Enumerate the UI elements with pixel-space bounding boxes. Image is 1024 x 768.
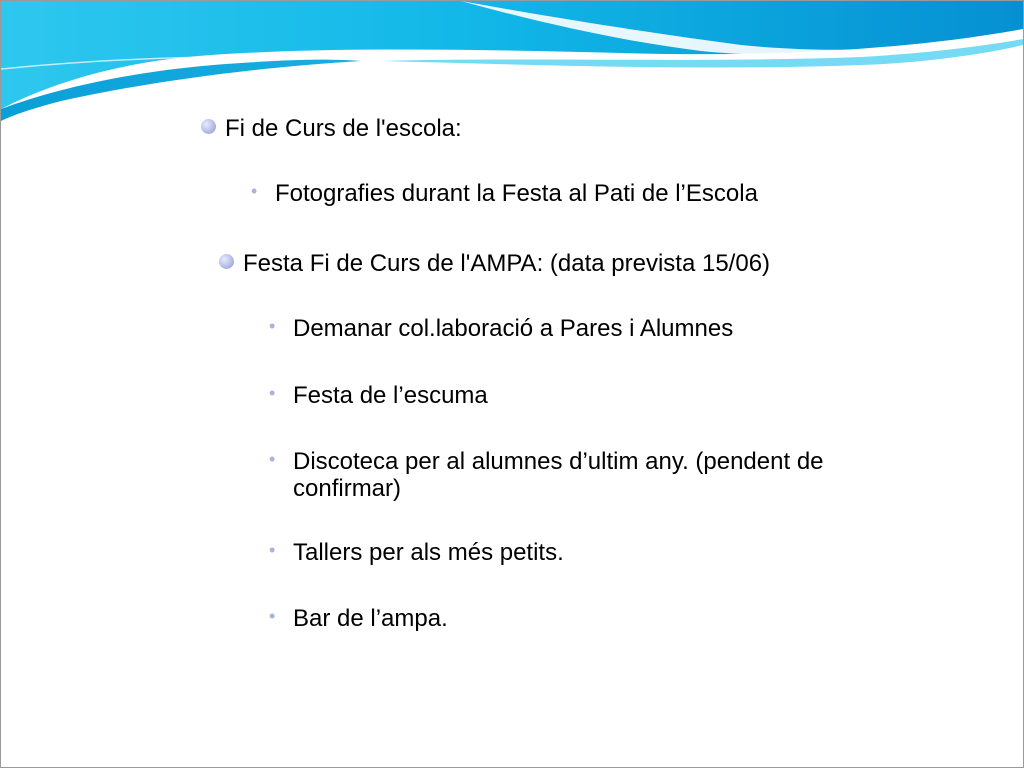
item-text: Bar de l’ampa.	[293, 605, 448, 632]
item-text: Festa de l’escuma	[293, 382, 488, 409]
bullet-small-icon: •	[269, 606, 276, 626]
item-text: Discoteca per al alumnes d’ultim any. (pendent de confirmar)	[293, 448, 824, 502]
header-wave-decoration	[1, 1, 1023, 131]
bullet-small-icon: •	[269, 316, 276, 336]
item-text: Fotografies durant la Festa al Pati de l’Escola	[275, 180, 758, 207]
list-item	[293, 315, 733, 342]
list-item	[293, 382, 488, 409]
bullet-dot-icon	[201, 119, 216, 134]
item-text: Fi de Curs de l'escola:	[225, 115, 462, 142]
item-text: Demanar col.laboració a Pares i Alumnes	[293, 315, 734, 342]
list-item	[225, 115, 462, 142]
bullet-small-icon: •	[269, 540, 276, 560]
item-text: Festa Fi de Curs de l'AMPA: (data prevista 15/06)	[243, 250, 771, 277]
list-item	[293, 539, 564, 566]
list-item	[275, 180, 758, 207]
list-item	[243, 250, 770, 277]
bullet-small-icon: •	[269, 383, 276, 403]
bullet-small-icon: •	[251, 181, 258, 201]
item-text: Tallers per als més petits.	[293, 539, 564, 566]
list-item	[293, 605, 448, 632]
list-item	[293, 448, 903, 502]
bullet-dot-icon	[219, 254, 234, 269]
bullet-small-icon: •	[269, 449, 276, 469]
